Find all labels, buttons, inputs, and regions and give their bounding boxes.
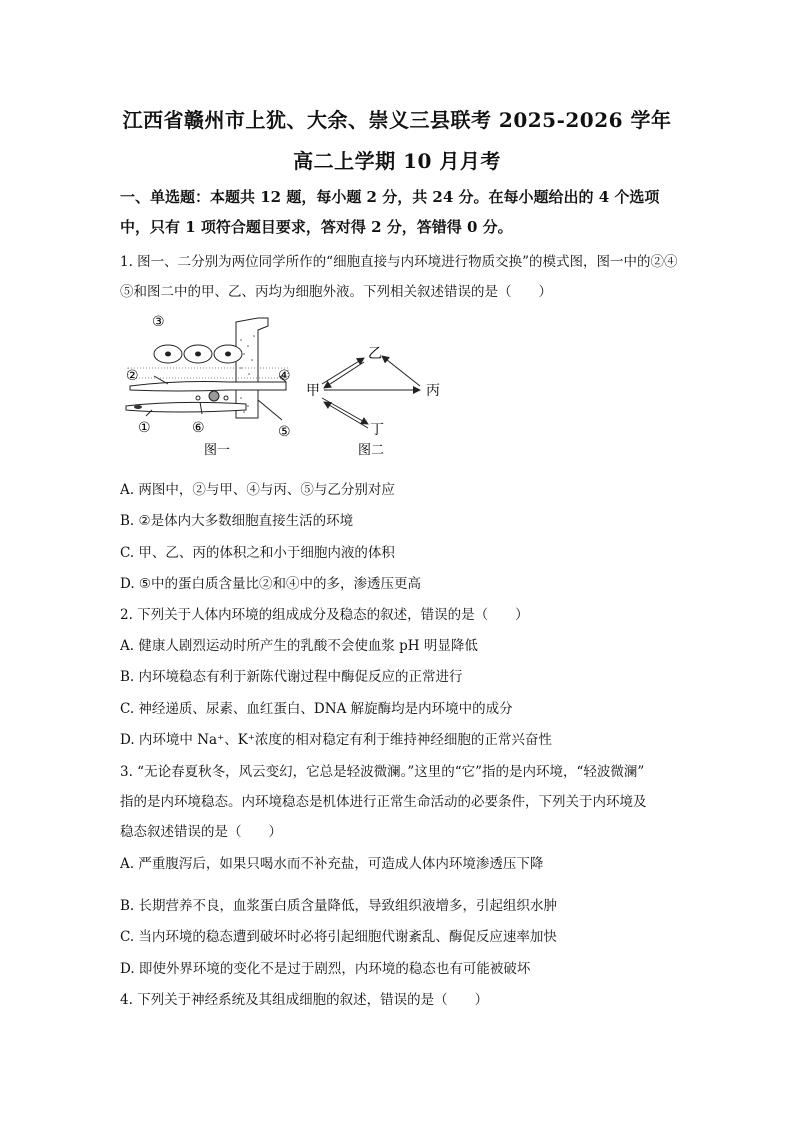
q2-stem: 2. 下列关于人体内环境的组成成分及稳态的叙述，错误的是（ ） (120, 607, 529, 623)
q2-option-c: C. 神经递质、尿素、血红蛋白、DNA 解旋酶均是内环境中的成分 (120, 701, 513, 717)
q3-option-a: A. 严重腹泻后，如果只喝水而不补充盐，可造成人体内环境渗透压下降 (120, 856, 544, 872)
lower-cell (126, 402, 246, 412)
q1-option-b: B. ②是体内大多数细胞直接生活的环境 (120, 513, 354, 529)
q3-option-d: D. 即使外界环境的变化不是过于剧烈，内环境的稳态也有可能被破坏 (120, 961, 531, 977)
q3-stem-line1: 3. “无论春夏秋冬，风云变幻，它总是轻波微澜。”这里的“它”指的是内环境，“轻波微澜” (120, 764, 645, 780)
q2-option-a: A. 健康人剧烈运动时所产生的乳酸不会使血浆 pH 明显降低 (120, 638, 478, 654)
figure-two-caption: 图二 (358, 443, 385, 458)
q4-stem: 4. 下列关于神经系统及其组成细胞的叙述，错误的是（ ） (120, 992, 489, 1008)
node-ding: 丁 (370, 422, 384, 438)
q3-stem-line2: 指的是内环境稳态。内环境稳态是机体进行正常生命活动的必要条件，下列关于内环境及 (120, 794, 647, 810)
figure-one-caption: 图一 (204, 443, 231, 458)
node-yi: 乙 (368, 346, 382, 362)
node-bing: 丙 (426, 383, 440, 399)
q1-option-a: A. 两图中，②与甲、④与丙、⑤与乙分别对应 (120, 482, 395, 498)
q3-option-c: C. 当内环境的稳态遭到破坏时必将引起细胞代谢紊乱、酶促反应速率加快 (120, 929, 557, 945)
capillary (130, 382, 286, 392)
node-jia: 甲 (306, 383, 320, 399)
figure-two (306, 346, 440, 458)
label-1: ① (138, 420, 151, 436)
figure-one (126, 314, 291, 458)
label-2: ② (126, 368, 139, 384)
q1-figure (118, 310, 458, 460)
q3-option-b: B. 长期营养不良，血浆蛋白质含量降低，导致组织液增多，引起组织水肿 (120, 898, 558, 914)
q2-option-d: D. 内环境中 Na⁺、K⁺浓度的相对稳定有利于维持神经细胞的正常兴奋性 (120, 732, 552, 748)
section-heading-line1: 一、单选题：本题共 12 题，每小题 2 分，共 24 分。在每小题给出的 4 个选项 (120, 188, 660, 206)
document-title-line2: 高二上学期 10 月月考 (293, 149, 501, 173)
q3-stem-line3: 稳态叙述错误的是（ ） (120, 824, 282, 840)
q1-option-c: C. 甲、乙、丙的体积之和小于细胞内液的体积 (120, 545, 395, 561)
section-heading-line2: 中，只有 1 项符合题目要求，答对得 2 分，答错得 0 分。 (120, 218, 513, 236)
label-6: ⑥ (192, 420, 205, 436)
q1-stem-line1: 1. 图一、二分别为两位同学所作的“细胞直接与内环境进行物质交换”的模式图，图一中的②④ (120, 254, 678, 270)
label-3: ③ (152, 314, 165, 330)
tissue-cells (154, 345, 242, 363)
q1-option-d: D. ⑤中的蛋白质含量比②和④中的多，渗透压更高 (120, 576, 422, 592)
label-4: ④ (278, 368, 291, 384)
label-5: ⑤ (278, 424, 291, 440)
q1-stem-line2: ⑤和图二中的甲、乙、丙均为细胞外液。下列相关叙述错误的是（ ） (120, 284, 552, 300)
q2-option-b: B. 内环境稳态有利于新陈代谢过程中酶促反应的正常进行 (120, 669, 463, 685)
document-title-line1: 江西省赣州市上犹、大余、崇义三县联考 2025-2026 学年 (122, 108, 672, 132)
